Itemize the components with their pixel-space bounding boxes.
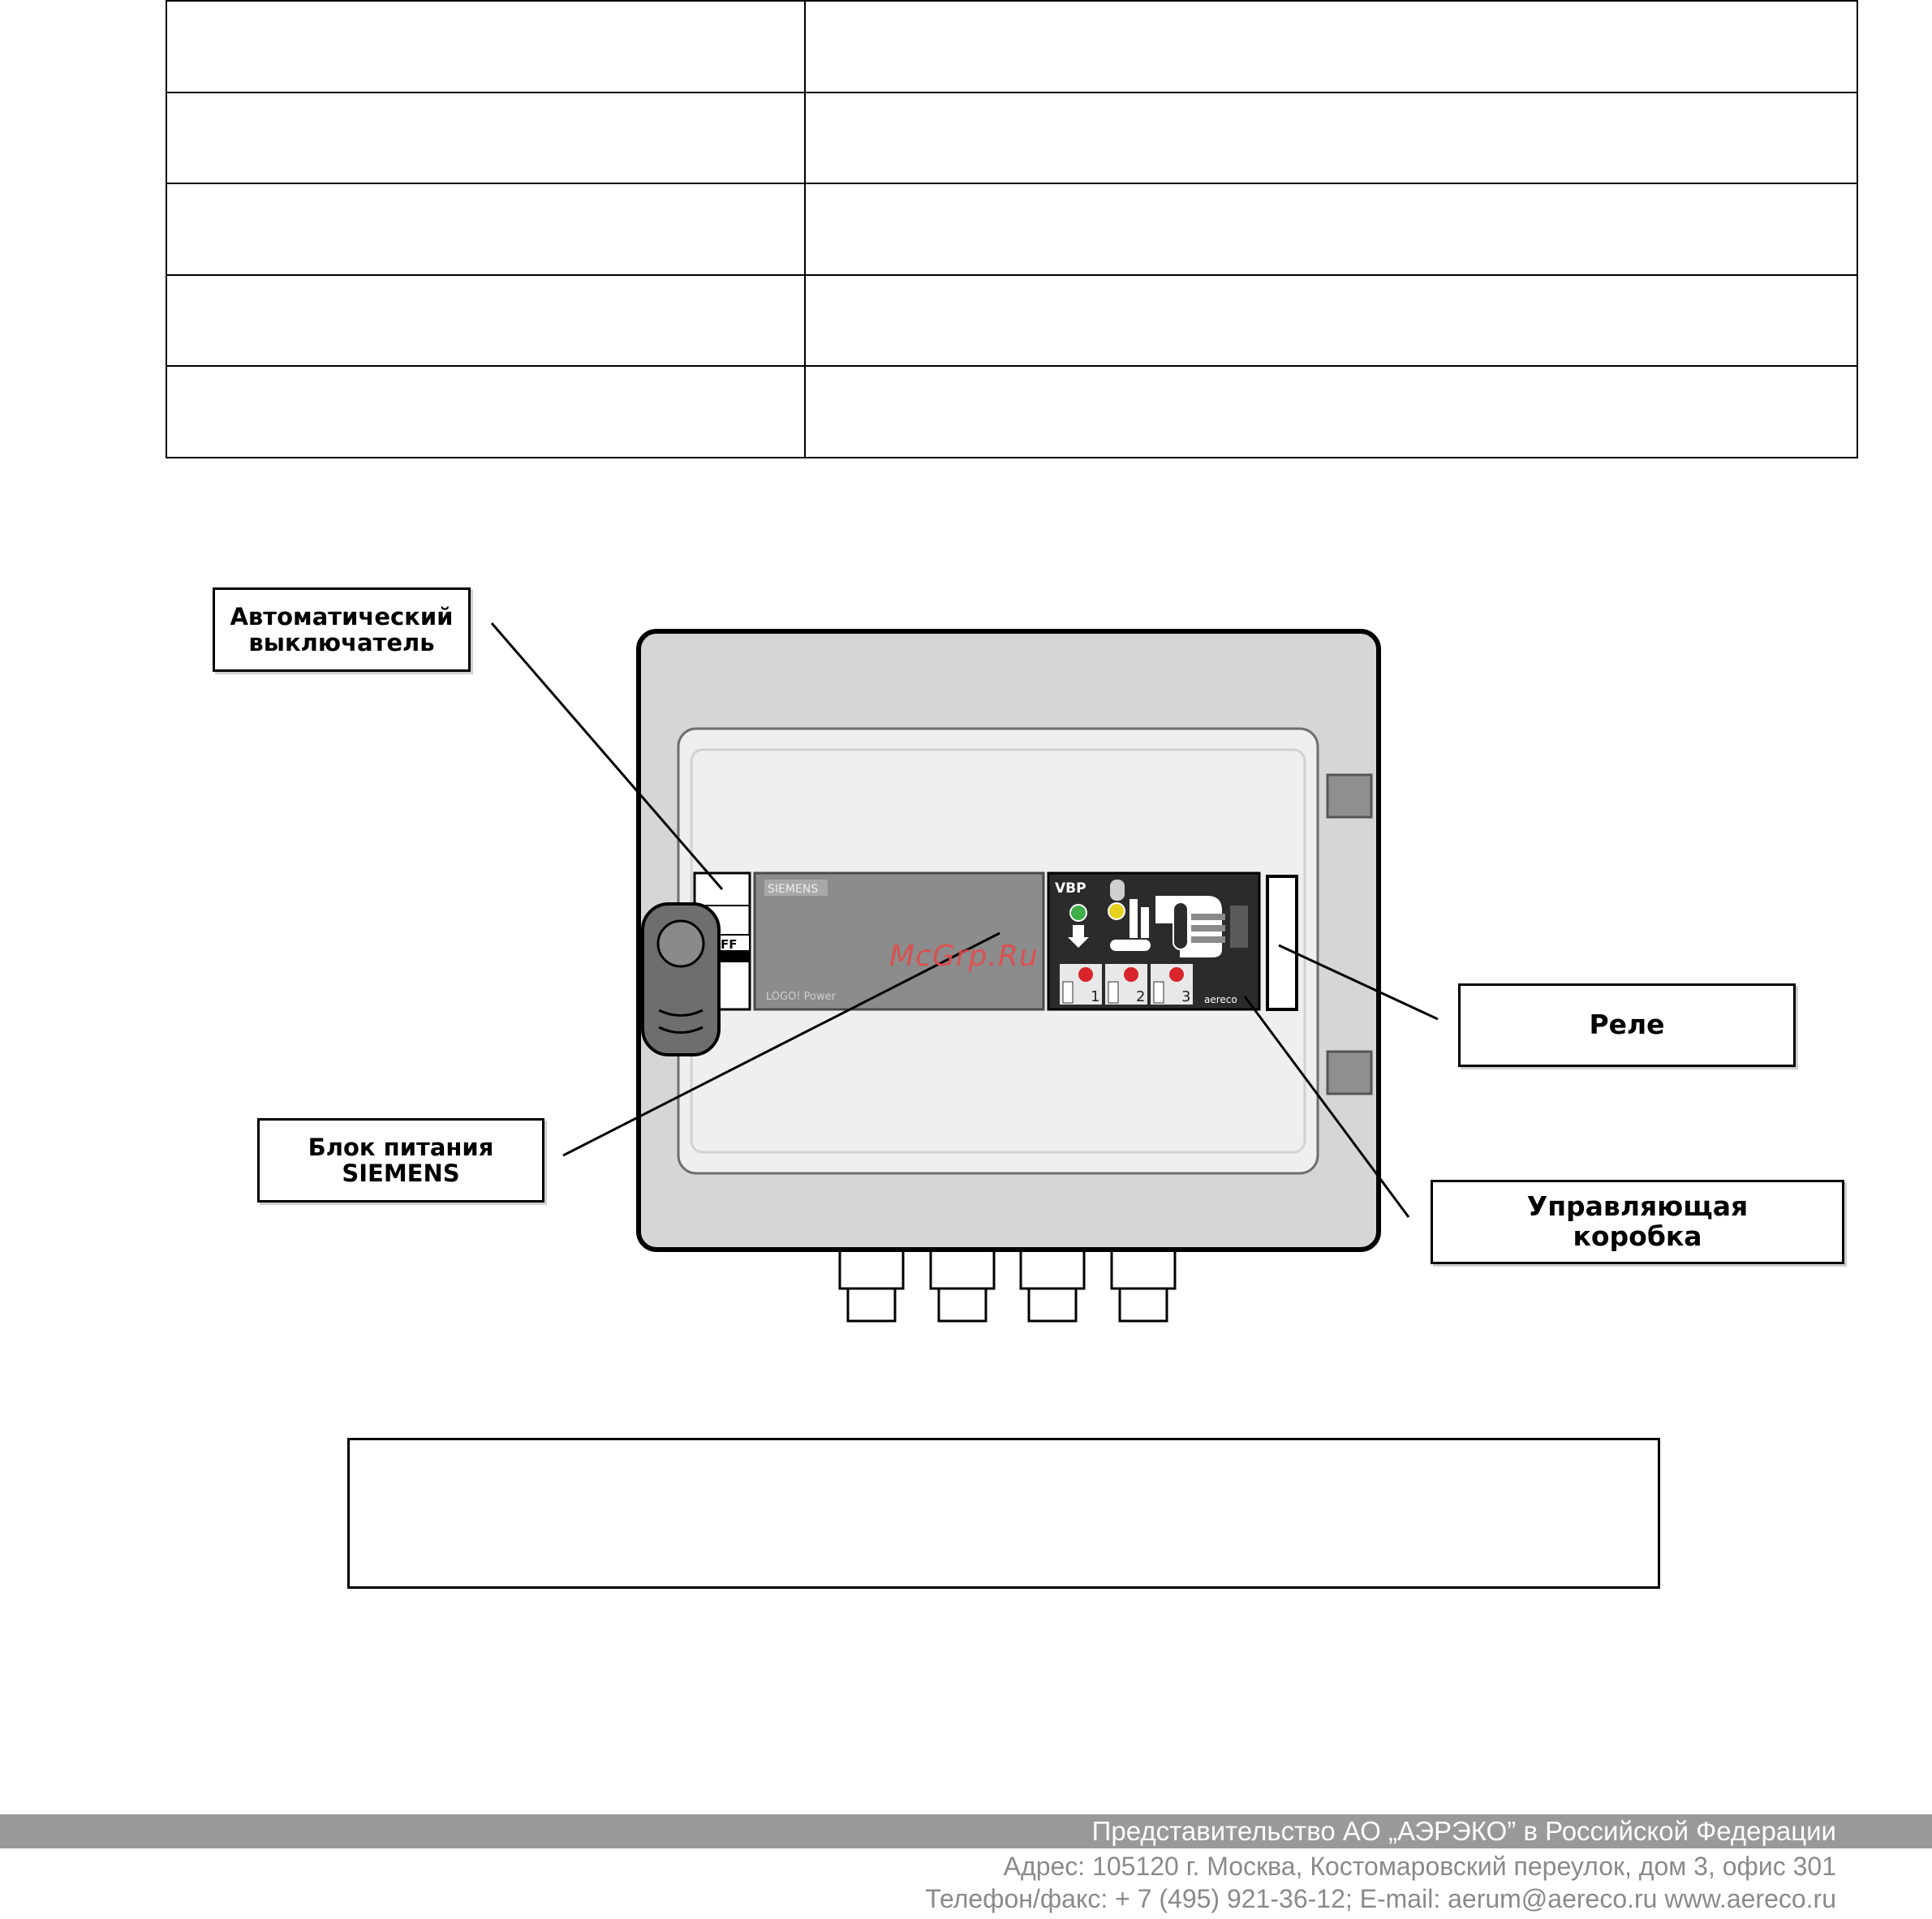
watermark: McGrp.Ru (889, 940, 1039, 973)
power-supply-callout: Блок питания SIEMENS (257, 1118, 544, 1203)
empty-text-box (347, 1438, 1660, 1589)
control-box-callout: Управляющая коробка (1431, 1180, 1844, 1264)
siemens-label: SIEMENS (768, 883, 819, 896)
yellow-led (1108, 903, 1125, 919)
channel-label: 1 (1091, 988, 1100, 1005)
logo-power-label: LOGO! Power (766, 991, 836, 1003)
footer-bar: Представительство АО „АЭРЭКО” в Российской Федерации (0, 1814, 1932, 1848)
aereco-label: aereco (1204, 994, 1237, 1005)
green-led (1070, 905, 1086, 921)
channel-label: 3 (1181, 988, 1191, 1005)
knob-icon (1110, 880, 1125, 901)
vbp-label: VBP (1055, 880, 1086, 897)
footer-address: Адрес: 105120 г. Москва, Костомаровский переулок, дом 3, офис 301 (1003, 1852, 1836, 1881)
hinge-top (1327, 775, 1371, 817)
hinge-bottom (1327, 1052, 1371, 1094)
relay (1267, 876, 1297, 1009)
breaker-callout: Автоматический выключатель (213, 587, 471, 672)
control-box (1048, 873, 1259, 1009)
breaker-label: FF (721, 937, 738, 952)
cable-glands (840, 1250, 1175, 1321)
channel-buttons (1060, 964, 1193, 1005)
relay-callout: Реле (1458, 983, 1796, 1067)
footer-contacts: Телефон/факс: + 7 (495) 921-36-12; E-mail: aerum@aereco.ru www.aereco.ru (925, 1884, 1836, 1913)
channel-label: 2 (1136, 988, 1146, 1005)
